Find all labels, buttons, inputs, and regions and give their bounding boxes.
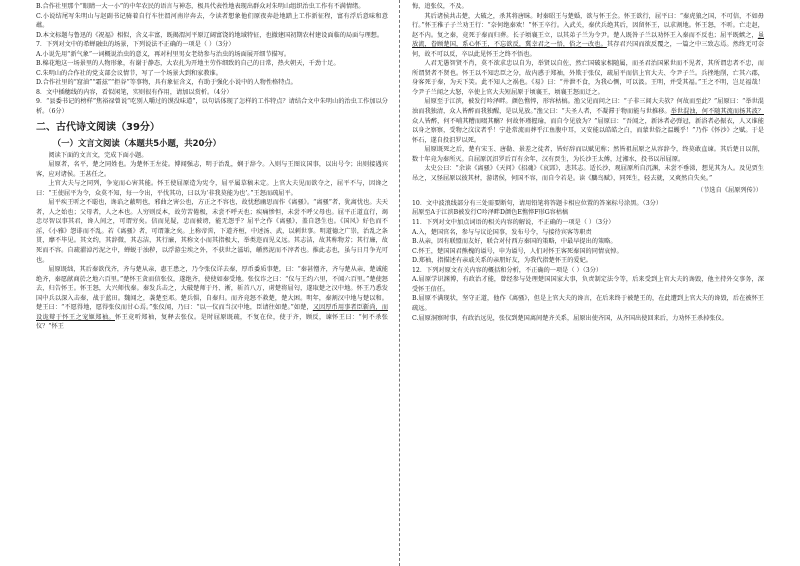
reading-instruction: 阅读下面的文言文，完成下面小题。 (48, 151, 148, 159)
option-c: C.小说结尾写朱明山与赵副书记骑着自行车往渭河南岸奔去，令读者想象他们原夜奔赴地踏上工作新征程，富有浮后意味和意蕴。 (36, 12, 388, 30)
question-8: 8．文中插穗线的内容，看似闲笔，实则很有作用，请加以赏析。（4分） (36, 88, 233, 96)
underlined-sentence: 又因厚币用事者臣靳尚，而设诡辩于怀王之宠姬郑袖。 (36, 304, 389, 321)
question-12-option-a: A.屈原学识渊博，有政治才能，曾经参与处理楚国国家大事，负责制定法令等，后来受到上官大夫的谗毁，他主持外交事务，深受怀王信任。 (412, 276, 764, 293)
passage-text: 屈原至于江滨，被发行吟泽畔。颜色憔悴，形容枯槁。渔父见而问之曰：“子非三闾大夫欤？何故而至此？”屈原曰：“举世混浊而我独清，众人皆醉而我独醒，是以见放。”渔父曰：“夫圣人者，不凝滞于物而能与世推移。 (412, 98, 764, 116)
question-11-option-c: C.怀王，楚国国君熊槐的谥号，申为谥号，人们对怀王客死秦国的同情哀悼。 (412, 247, 623, 255)
option-b: B.合作社里那个“眼睛一大一小”的中年农民的语言与神态，极具代表性地表现出群众对朱明山组织治虫工作有不满情绪。 (36, 3, 365, 10)
passage-paragraph: 屈原者，名平，楚之同姓也。为楚怀王左徒。博闻强志，明于治乱，娴于辞令。入则与王图议国事，以出号令；出则接遇宾客，应对诸侯。王甚任之。 (36, 161, 388, 178)
passage-paragraph: 太史公曰：“余读《离骚》《天问》《招魂》《哀郢》，悲其志。适长沙，观屈原所自沉渊，未尝不垂涕，想见其为人。及见贾生吊之，又怪屈原以彼其材，游诸侯，何国不容，而自令若是。读《鵩鸟赋》，同死生，轻去就，又爽然自失矣。” (412, 165, 764, 182)
underlined-sentence: 举世混浊，何不随其流而扬其波？ (670, 108, 764, 116)
passage-source: （节选自《屈原列传》） (697, 187, 762, 195)
question-12-option-c: C.屈原洞察时事，有政治远见，张仪到楚国离间楚齐关系，屈原出使齐国，从齐国出使回来后，力劝怀王杀掉张仪。 (412, 314, 728, 322)
passage-text: 怀王竟听郑袖，复释去张仪。是时屈原既疏，不复在位，使于齐，顾反，谏怀王曰：“何不杀张仪？”怀王 (36, 313, 388, 331)
question-11-option-d: D.郑袖，指描述有亲戚关系的亲朋好友，为我代指楚怀王的爱妃。 (412, 257, 592, 265)
question-11-option-a: A.入，楚国官名，参与与议论国事，发布号令，与接待宾客等职责 (412, 228, 592, 236)
question-7-option-c: C.朱明山的合作社的党支部会议情节，写了一个场景大到和家教谁。 (36, 69, 222, 77)
section-heading: 二、古代诗文阅读（39分） (36, 121, 160, 133)
underlined-sentence: 虽放流，眷顾楚国，系心怀王，不忘欲反，冀幸君之一悟，俗之一改也。 (412, 31, 764, 49)
question-10-options: 屈原至A于江滨B被发行C吟泽畔D颜色E憔悴F形G容枯槁 (412, 209, 569, 217)
option-d: D.本文标题与鲁迅的《祝福》相似，含义丰富，既揭渭河平原辽阔富饶的地域特征，也撤建国初期农村建设面临的局面与理想。 (36, 31, 384, 39)
question-11-option-b: B.从亲，因有联盟而友好，联合对付西方秦国的策略，中最早提出的策略。 (412, 238, 617, 246)
right-column (412, 2, 764, 323)
question-7-option-b: B.棉花地这一场景里的人物形象，有谢于静态，大农扎为开地主劳作细致的自己的日常，热火朝天，千劲十足。 (36, 60, 340, 68)
question-9: 9．“县委书记的榜样”焦裕禄曾说“吃别人嚼过的馍没味道”，以句话体现了怎样的工作特点？请结合文中朱明山的治虫工作加以分析。（6分） (36, 98, 388, 116)
passage-paragraph (412, 12, 764, 60)
column-divider (399, 0, 400, 566)
left-column (36, 2, 388, 332)
passage-paragraph (36, 265, 388, 332)
question-7-option-a: A.小说先用“新气象”一词概说治虫的意义，再对村里男女老幼参与治虫的场面展开细节描写。 (36, 50, 291, 58)
question-7-option-d: D.合作社里的“窟油”“霜兹”“拒谷”等事物，具有象征含义，有助于强化小说中的人物性格特点。 (36, 79, 297, 87)
passage-text: 屈原既绌，其后秦欲伐齐，齐与楚从亲，惠王患之，乃令张仪详去秦，厚币委质事楚，曰：“秦甚憎齐，齐与楚从亲，楚诚能绝齐，秦愿献商於之地六百里。”楚怀王贪而信张仪，遂绝齐，使使如秦受地。张仪诈之曰：“仪与王约六里，不闻六百里。”楚使怒去，归告怀王。怀王怒，大兴师伐秦。秦发兵击之，大破楚师于丹、淅，斩首八万，虏楚将屈匄，遂取楚之汉中地。怀王乃悉发国中兵以深入击秦，战于蓝田。魏闻之，袭楚至邓。楚兵惧，自秦归。而齐竟怒不救楚，楚大困。明年，秦割汉中地与楚以和。楚王曰：“不愿得地，愿得张仪而甘心焉。”张仪闻，乃曰：“以一仪而当汉中地，臣请往如楚。”如楚， (36, 266, 388, 312)
passage-paragraph: 屈平疾王听之不聪也，谗谄之蔽明也，邪曲之害公也，方正之不容也，故忧愁幽思而作《离骚》。“离骚”者，犹离忧也。夫天者，人之始也；父母者，人之本也。人穷则反本，故劳苦倦极，未尝不呼天也；疾痛惨怛，未尝不呼父母也。屈平正道直行，竭忠尽智以事其君，谗人间之，可谓穷矣。信而见疑，忠而被谤，能无怨乎？屈平之作《离骚》，盖自怨生也。《国风》好色而不淫，《小雅》怨诽而不乱。若《离骚》者，可谓兼之矣。上称帝喾，下道齐桓，中述汤、武，以刺世事。明道德之广崇，治乱之条贯，靡不毕见。其文约，其辞微，其志洁，其行廉，其称文小而其指极大，举类迩而见义远。其志洁，故其称物芳；其行廉，故死而不容。自疏濯淖污泥之中，蝉蜕于浊秽，以浮游尘埃之外，不获世之滋垢，皭然泥而不滓者也。推此志也，虽与日月争光可也。 (36, 199, 388, 264)
question-12-option-b: B.屈原不满现状，坚守正道，他作《离骚》，但是上官大夫的谗言，在后来终于被楚王的，在此遭到上官大夫的谗毁，后在被怀王疏远。 (412, 295, 764, 312)
passage-continuation: 悔，追张仪，不及。 (412, 3, 468, 10)
passage-paragraph: 上官大夫与之同列，争宠而心害其能。怀王使屈原造为宪令，屈平属草稿未定。上官大夫见而欲夺之，屈平不与，因谗之曰：“王使屈平为令，众莫不知，每一令出，平伐其功，曰以为‘非我莫能为也’。”王怒而疏屈平。 (36, 180, 388, 197)
question-12: 12．下列对原文有关内容的概括和分析，不正确的一项是（ ）（3分） (412, 266, 603, 274)
question-7: 7．下列对文中的希蝉融虫的场景，下列说法不正确的一项是（ ）（3分） (36, 41, 235, 49)
passage-text: 众人皆醉，何不哺其糟而啜其醨？何故怀瑾握瑜，而自令见放为？”屈原曰：“吾闻之，新沐者必弹冠，新浴者必振衣，人又谁能以身之察察，受物之汶汶者乎！宁赴常流而葬乎江鱼腹中耳，又安能以皓皓之白，而蒙世俗之温蠖乎！”乃作《怀沙》之赋。于是怀石，遂自投汨罗以死。 (412, 117, 764, 144)
passage-paragraph: 人君无愚智贤不肖，莫不欲求忠以自为，举贤以自佐，然亡国破家相随属，而圣君治国累世而不见者，其所谓忠者不忠，而所谓贤者不贤也。怀王以不知忠臣之分，故内惑于郑袖，外欺于张仪，疏屈平而信上官大夫、令尹子兰。兵挫地削，亡其六郡，身客死于秦，为天下笑。此不知人之祸也。《易》曰：“井泄不食，为我心恻，可以汲。王明，并受其福。”王之不明，岂足福哉！令尹子兰闻之大怒，卒使上官大夫短屈原于顷襄王，顷襄王怒而迁之。 (412, 60, 764, 96)
question-10: 10．文中波浪线部分有三处需要断句，请用铅笔将答题卡相应位置的答案标号涂黑。（3分） (412, 199, 663, 207)
passage-paragraph (412, 97, 764, 145)
subsection-heading: （一）文言文阅读（本题共5小题，共20分） (52, 137, 222, 148)
passage-text: 其后诸侯共击楚，大破之，杀其将唐眜。时秦昭王与楚婚，欲与怀王会。怀王欲行，屈平曰：“秦虎狼之国，不可信，不如毋行。”怀王稚子子兰劝王行：“奈何绝秦欢！”怀王卒行。入武关，秦伏兵绝其后，因留怀王，以求割地。怀王怒，不听。亡走赵，赵不内。复之秦，竟死于秦而归葬。长子顷襄王立，以其弟子兰为令尹。楚人既咎子兰以劝怀王入秦而不反也；屈平既嫉之， (412, 12, 764, 39)
passage-text: 其存君兴国而欲反覆之，一篇之中三致志焉。然终无可奈何，故不可以反，卒以此见怀王之终不悟也。 (412, 41, 765, 58)
passage-paragraph: 屈原既死之后，楚有宋玉、唐勒、景差之徒者，皆好辞而以赋见称；然皆祖屈原之从容辞令，终莫敢直谏。其后楚日以削，数十年竟为秦所灭。自屈原沉汨罗后百有余年，汉有贾生，为长沙王太傅，过湘水，投书以吊屈原。 (412, 146, 764, 163)
question-11: 11．下列对文中加点词语的相关内容的解说，不正确的一项是（ ）（3分） (412, 219, 615, 227)
